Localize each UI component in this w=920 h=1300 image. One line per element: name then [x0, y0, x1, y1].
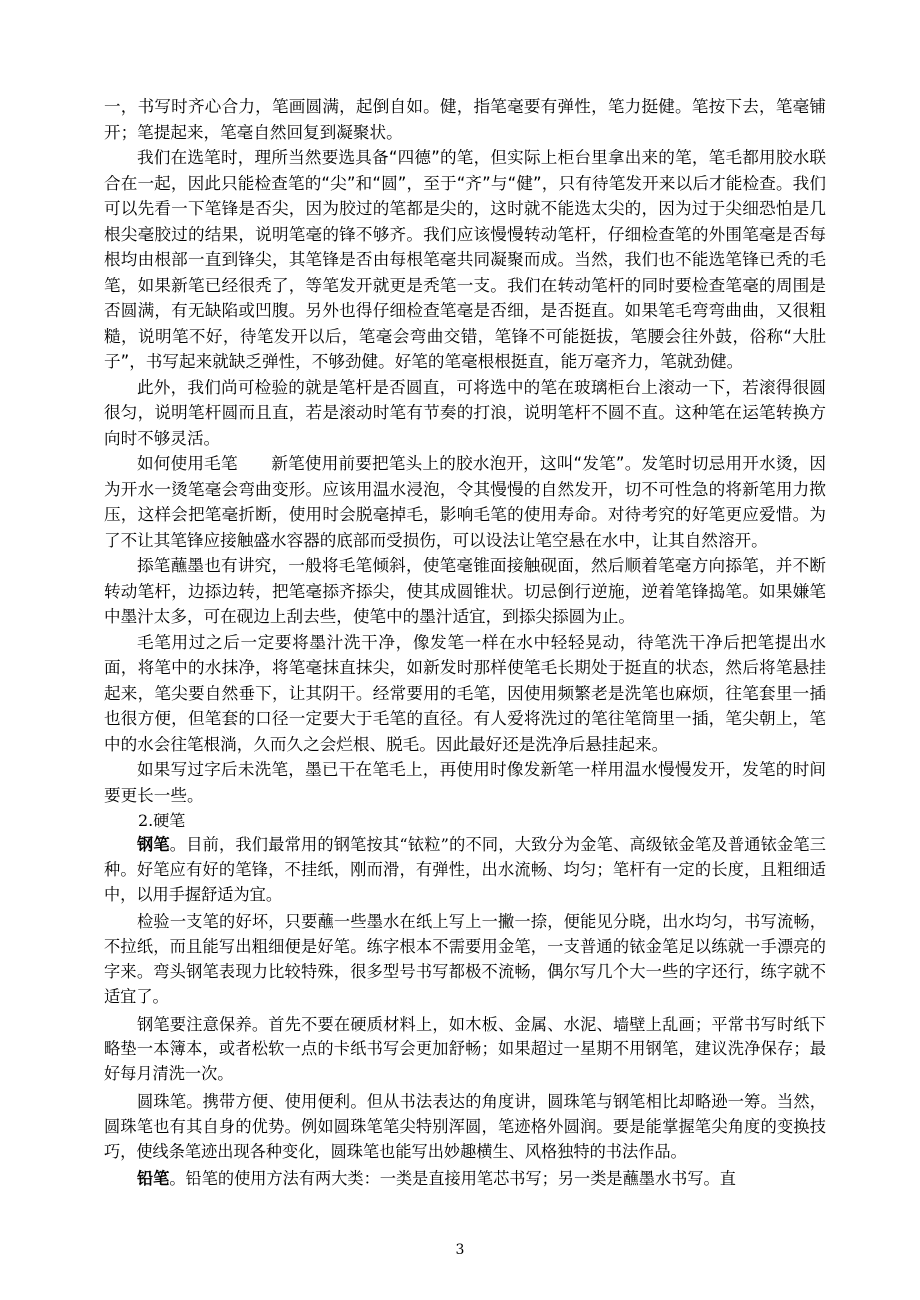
document-body	[104, 94, 826, 1192]
section-heading-hard-pen: 2.硬笔	[138, 811, 186, 830]
paragraph-brush-3: 此外，我们尚可检验的就是笔杆是否圆直，可将选中的笔在玻璃柜台上滚动一下，若滚得很圆很匀，说明笔杆圆而且直，若是滚动时笔有节奏的打浪，说明笔杆不圆不直。这种笔在运笔转换方向时不够灵活。	[104, 377, 826, 448]
paragraph-brush-2: 我们在选笔时，理所当然要选具备“四德”的笔，但实际上柜台里拿出来的笔，笔毛都用胶水联合在一起，因此只能检查笔的“尖”和“圆”，至于“齐”与“健”，只有待笔发开来以后才能检查。我们可以先看一下笔锋是否尖，因为胶过的笔都是尖的，这时就不能选太尖的，因为过于尖细恐怕是几根尖毫胶过的结果，说明笔毫的锋不够齐。我们应该慢慢转动笔杆，仔细检查笔的外围笔毫是否每根均由根部一直到锋尖，其笔锋是否由每根笔毫共同凝聚而成。当然，我们也不能选笔锋已秃的毛笔，如果新笔已经很秃了，等笔发开就更是秃笔一支。我们在转动笔杆的同时要检查笔毫的周围是否圆满，有无缺陷或凹腹。另外也得仔细检查笔毫是否细，是否挺直。如果笔毛弯弯曲曲，又很粗糙，说明笔不好，待笔发开以后，笔毫会弯曲交错，笔锋不可能挺拔，笔腰会往外鼓，俗称“大肚子”，书写起来就缺乏弹性，不够劲健。好笔的笔毫根根挺直，能万毫齐力，笔就劲健。	[104, 148, 826, 371]
paragraph-pen-care: 钢笔要注意保养。首先不要在硬质材料上，如木板、金属、水泥、墙壁上乱画；平常书写时纸下略垫一本簿本，或者松软一点的卡纸书写会更加舒畅；如果超过一星期不用钢笔，建议洗净保存；最好每月清洗一次。	[104, 1014, 826, 1084]
page-number: 3	[455, 1242, 465, 1258]
term-pencil: 铅笔	[137, 1169, 170, 1189]
paragraph-pen-test: 检验一支笔的好坏，只要蘸一些墨水在纸上写上一撇一捺，便能见分晓，出水均匀，书写流畅，不拉纸，而且能写出粗细便是好笔。练字根本不需要用金笔，一支普通的铱金笔足以练就一手漂亮的字来。弯头钢笔表现力比较特殊，很多型号书写都极不流畅，偶尔写几个大一些的字还行，练字就不适宜了。	[104, 912, 826, 1006]
paragraph-ballpoint-pen: 圆珠笔。携带方便、使用便利。但从书法表达的角度讲，圆珠笔与钢笔相比却略逊一筹。当然，圆珠笔也有其自身的优势。例如圆珠笔笔尖特别浑圆，笔迹格外圆润。要是能掌握笔尖角度的变换技巧，使线条笔迹出现各种变化，圆珠笔也能写出妙趣横生、风格独特的书法作品。	[104, 1091, 826, 1161]
paragraph-pencil	[104, 1167, 826, 1192]
paragraph-brush-1: 一，书写时齐心合力，笔画圆满，起倒自如。健，指笔毫要有弹性，笔力挺健。笔按下去，笔毫铺开；笔提起来，笔毫自然回复到凝聚状。	[104, 97, 826, 142]
paragraph-fountain-pen	[104, 833, 826, 907]
paragraph-brush-5: 掭笔蘸墨也有讲究，一般将毛笔倾斜，使笔毫锥面接触砚面，然后顺着笔毫方向掭笔，并不断转动笔杆，边掭边转，把笔毫掭齐掭尖，使其成圆锥状。切忌倒行逆施，逆着笔锋捣笔。如果嫌笔中墨汁太多，可在砚边上刮去些，使笔中的墨汁适宜，到掭尖掭圆为止。	[104, 556, 826, 626]
paragraph-brush-6: 毛笔用过之后一定要将墨汁洗干净，像发笔一样在水中轻轻晃动，待笔洗干净后把笔提出水面，将笔中的水抹净，将笔毫抹直抹尖，如新发时那样使笔毛长期处于挺直的状态，然后将笔悬挂起来，笔尖要自然垂下，让其阴干。经常要用的毛笔，因使用频繁老是洗笔也麻烦，往笔套里一插也很方便，但笔套的口径一定要大于毛笔的直径。有人爱将洗过的笔往笔筒里一插，笔尖朝上，笔中的水会往笔根淌，久而久之会烂根、脱毛。因此最好还是洗净后悬挂起来。	[104, 632, 826, 754]
paragraph-pencil-text: 。铅笔的使用方法有两大类：一类是直接用笔芯书写；另一类是蘸墨水书写。直	[169, 1169, 736, 1189]
paragraph-fountain-pen-text: 。目前，我们最常用的钢笔按其“铱粒”的不同，大致分为金笔、高级铱金笔及普通铱金笔三种。好笔应有好的笔锋，不挂纸，刚而滑，有弹性，出水流畅、均匀；笔杆有一定的长度，且粗细适中，以用手握舒适为宜。	[104, 835, 826, 904]
paragraph-brush-4: 如何使用毛笔 新笔使用前要把笔头上的胶水泡开，这叫“发笔”。发笔时切忌用开水烫，因为开水一烫笔毫会弯曲变形。应该用温水浸泡，令其慢慢的自然发开，切不可性急的将新笔用力揿压，这样会把笔毫折断，使用时会脱毫掉毛，影响毛笔的使用寿命。对待考究的好笔更应爱惜。为了不让其笔锋应接触盛水容器的底部而受损伤，可以设法让笔空悬在水中，让其自然溶开。	[104, 454, 826, 550]
term-fountain-pen: 钢笔	[137, 835, 170, 854]
paragraph-brush-7: 如果写过字后未洗笔，墨已干在笔毛上，再使用时像发新笔一样用温水慢慢发开，发笔的时间要更长一些。	[104, 760, 826, 805]
